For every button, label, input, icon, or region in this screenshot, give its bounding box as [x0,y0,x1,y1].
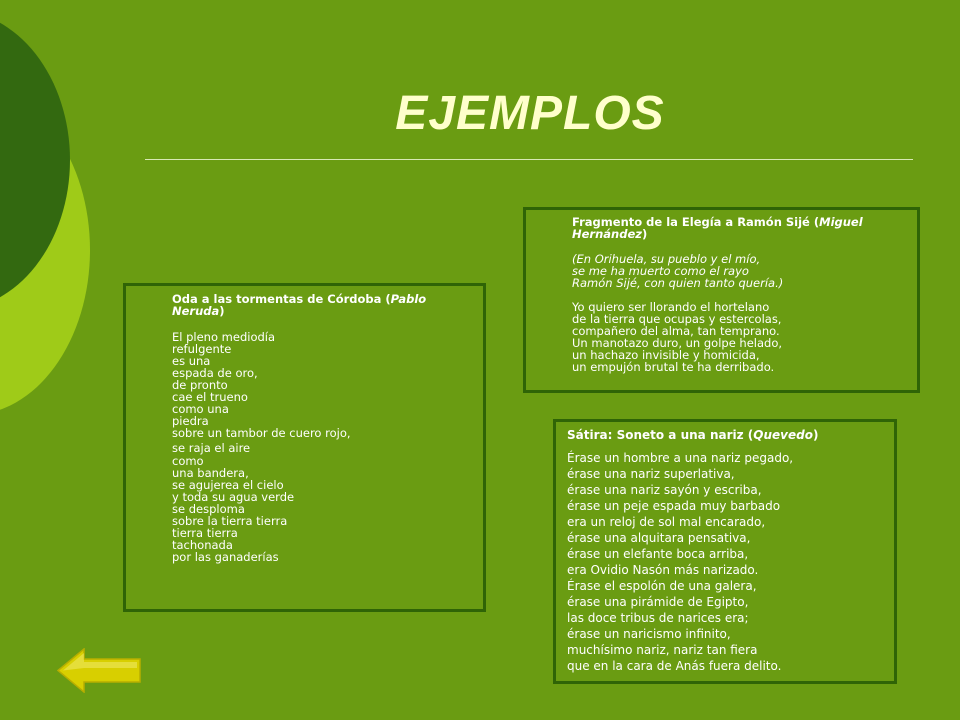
oda-stanza-1: El pleno mediodía refulgente es una espada de oro, de pronto cae el trueno como una piedra sobre un tambor de cuero rojo, [172,330,351,440]
satira-author: Quevedo [753,428,813,442]
oda-title: Oda a las tormentas de Córdoba [172,292,382,306]
back-button[interactable] [57,648,141,693]
satira-title: Sátira: Soneto a una nariz [567,428,744,442]
elegia-author: Miguel Hernández [572,215,863,241]
elegia-stanza-2: Yo quiero ser llorando el hortelano de la tierra que ocupas y estercolas, compañero del alma, tan temprano. Un manotazo duro, un golpe helado, un hachazo invisible y homicida, un empujón brutal te ha derribado. [572,300,783,374]
oda-box [123,283,486,612]
oda-author: Pablo Neruda [172,292,427,318]
oda-heading: Oda a las tormentas de Córdoba (Pablo Neruda) [172,292,427,318]
oda-stanza-2: se raja el aire [172,441,251,455]
slide-title: EJEMPLOS [395,87,665,140]
oda-stanza-3: como una bandera, se agujerea el cielo y toda su agua verde se desploma sobre la tierra tierra tierra tierra tachonada por las ganaderías [172,454,295,564]
satira-sonnet: Érase un hombre a una nariz pegado, érase una nariz superlativa, érase una nariz sayón y escriba, érase un peje espada muy barbado era un reloj de sol mal encarado, érase una alquitara pensativa, érase un elefante boca arriba, era Ovidio Nasón más narizado. Érase el espolón de una galera, érase una pirámide de Egipto, las doce tribus de narices era; érase un naricismo infinito, muchísimo nariz, nariz tan fiera que en la cara de Anás fuera delito. [567,451,794,673]
satira-box [553,419,897,684]
elegia-stanza-1: (En Orihuela, su pueblo y el mío, se me ha muerto como el rayo Ramón Sijé, con quien tanto quería.) [572,252,784,290]
satira-heading: Sátira: Soneto a una nariz (Quevedo) [567,428,819,442]
arrow-left-icon [57,648,141,693]
elegia-box [523,207,920,393]
title-divider [145,159,913,160]
elegia-title: Fragmento de la Elegía a Ramón Sijé [572,215,810,229]
elegia-heading: Fragmento de la Elegía a Ramón Sijé (Miguel Hernández) [572,215,863,241]
